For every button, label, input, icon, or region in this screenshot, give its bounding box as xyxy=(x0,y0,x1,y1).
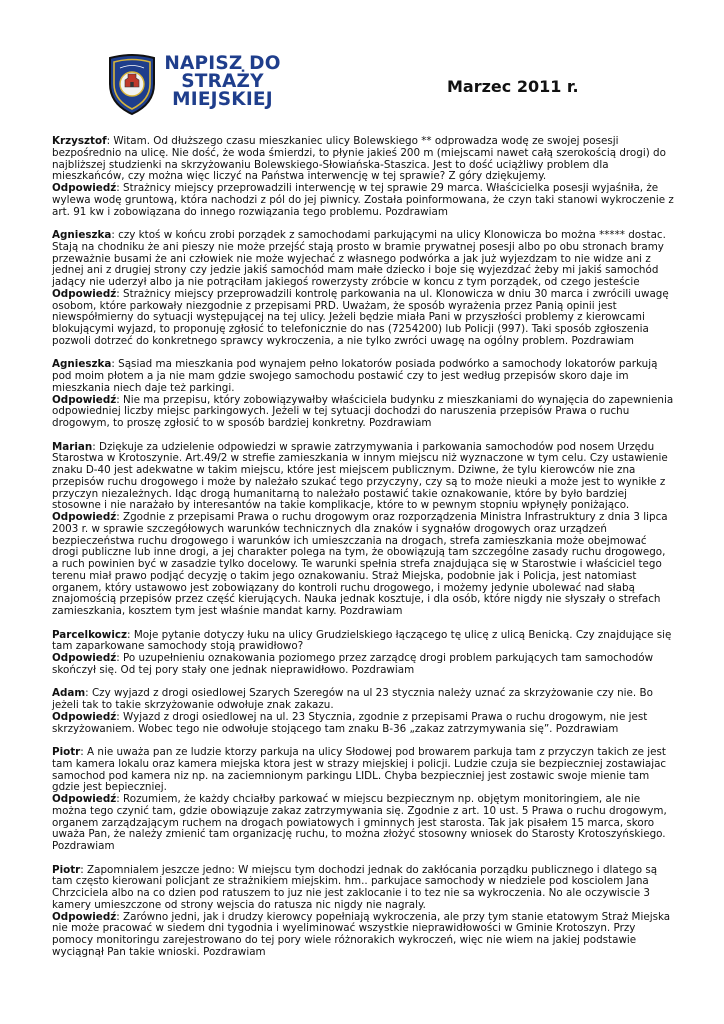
city-guard-badge-logo xyxy=(106,54,158,116)
question-paragraph xyxy=(52,630,674,654)
question-text: : A nie uważa pan ze ludzie ktorzy parkuja na ulicy Słodowej pod browarem parkuja tam z przyczyn takich ze jest tam kamera lokalu oraz kamera miejska ktora jest w strazy miejskiej i policji. Ludzie czuja sie bezpieczniej zostawiajac samochod pod kamera niz np. na zaciemnionym parkingu LIDL. Chyba bezpieczniej jest zostawic swoje mienie tam gdzie jest bepieczniej. xyxy=(52,746,667,794)
title-line-3: MIEJSKIEJ xyxy=(172,89,273,110)
title-line-1: NAPISZ DO xyxy=(164,53,281,74)
question-author: Piotr xyxy=(52,863,81,876)
question-paragraph xyxy=(52,442,674,513)
answer-paragraph xyxy=(52,712,674,736)
answer-text: : Strażnicy miejscy przeprowadzili kontrolę parkowania na ul. Klonowicza w dniu 30 marca i zwrócili uwagę osobom, które parkowały niezgodnie z przepisami PRD. Uważam, że sposób wyrażenia przez Panią opinii jest niewspółmierny do sytuacji występującej na tej ulicy. Jeżeli będzie miała Pani w przyszłości problemy z kierowcami blokującymi wyjazd, to proponuję zgłosić to telefonicznie do nas (7254200) lub Policji (997). Taki sposób zgłoszenia pozwoli dotrzeć do konkretnego sprawcy wykroczenia, a nie tylko zwróci uwagę na ogólny problem. Pozdrawiam xyxy=(52,287,669,347)
qa-entry xyxy=(52,359,674,430)
question-author: Agnieszka xyxy=(52,229,112,241)
question-text: : Moje pytanie dotyczy łuku na ulicy Grudzielskiego łączącego tę ulicę z ulicą Benicką. Czy znajdujące się tam zaparkowane samochody stoją prawidłowo? xyxy=(52,628,672,653)
question-author: Parcelkowicz xyxy=(52,628,128,641)
question-paragraph xyxy=(52,865,674,912)
answer-label: Odpowiedź xyxy=(52,182,117,194)
qa-entry xyxy=(52,747,674,853)
answer-label: Odpowiedź xyxy=(52,910,117,923)
question-text: : Witam. Od dłuższego czasu mieszkaniec ulicy Bolewskiego ** odprowadza wodę ze swojej posesji bezpośrednio na ulicę. Nie dość, że woda śmierdzi, to płynie jakieś 200 m (miejscami nawet całą szerokością drogi) do najbliższej studzienki na skrzyżowaniu Bolewskiego-Słowiańska-Staszica. Jest to dość uciążliwy problem dla mieszkańców, czy można więc liczyć na Państwa interwencję w tej sprawie? Z góry dziękujemy. xyxy=(52,135,666,183)
question-text: : Sąsiad ma mieszkania pod wynajem pełno lokatorów posiada podwórko a samochody lokatorów parkują pod moim płotem a ja nie mam gdzie swojego samochodu postawić czy to jest według przepisów skoro daje im mieszkania niech daje też parkingi. xyxy=(52,358,658,394)
question-author: Piotr xyxy=(52,746,81,758)
qa-list xyxy=(52,136,674,970)
question-text: : Zapomnialem jeszcze jedno: W miejscu tym dochodzi jednak do zakłócania porządku publicznego i dlatego są tam często kierowani policjant ze strażnikiem miejskim. hm.. parkujace samochody w niedziele pod kosciolem Jana Chrzciciela albo na co dzien pod ratuszem to juz nie jest zaklocanie i to tez nie sa wykroczenia. No ale oczywiscie 3 kamery umieszczone od strony wejscia do ratusza nic nigdy nie nagraly. xyxy=(52,863,658,911)
answer-label: Odpowiedź xyxy=(52,511,117,523)
answer-text: : Rozumiem, że każdy chciałby parkować w miejscu bezpiecznym np. objętym monitoringiem, ale nie można tego czynić tam, gdzie obowiązuje zakaz zatrzymywania się. Zgodnie z art. 10 ust. 5 Prawa o ruchu drogowym, organem zarządzającym ruchem na drogach powiatowych i gminnych jest starosta. Tak jak pisałem 15 marca, skoro uważa Pan, że należy zmienić tam organizację ruchu, to można złożyć stosowny wniosek do Starosty Krotoszyńskiego. Pozdrawiam xyxy=(52,793,667,852)
answer-paragraph xyxy=(52,512,674,618)
title-line-2: STRAŻY xyxy=(181,71,264,92)
answer-paragraph xyxy=(52,395,674,430)
answer-paragraph xyxy=(52,183,674,218)
answer-text: : Strażnicy miejscy przeprowadzili interwencję w tej sprawie 29 marca. Właścicielka posesji wyjaśniła, że wylewa wodę gruntową, która nachodzi z pól do jej piwnicy. Została poinformowana, że czyn taki stanowi wykroczenie z art. 91 kw i zobowiązana do innego rozwiązania tego problemu. Pozdrawiam xyxy=(52,182,674,218)
question-author: Agnieszka xyxy=(52,358,112,371)
question-author: Adam xyxy=(52,687,86,700)
answer-text: : Po uzupełnieniu oznakowania poziomego przez zarządcę drogi problem parkujących tam samochodów skończył się. Od tej pory stały one jednak nieprawidłowo. Pozdrawiam xyxy=(52,652,654,676)
answer-label: Odpowiedź xyxy=(52,710,117,723)
answer-paragraph xyxy=(52,653,674,677)
question-paragraph xyxy=(52,359,674,394)
answer-text: : Zarówno jedni, jak i drudzy kierowcy popełniają wykroczenia, ale przy tym stanie etatowym Straż Miejska nie może pracować w siedem dni tygodnia i wyeliminować wszystkie nieprawidłowości w Gminie Krotoszyn. Przy pomocy monitoringu zarejestrowano do tej pory wiele różnorakich wykroczeń, więc nie wiem na jakiej podstawie wyciągnął Pan takie wnioski. Pozdrawiam xyxy=(52,910,671,958)
answer-label: Odpowiedź xyxy=(52,652,117,664)
qa-entry xyxy=(52,230,674,348)
qa-entry xyxy=(52,136,674,218)
answer-text: : Nie ma przepisu, który zobowiązywałby właściciela budynku z mieszkaniami do wynajęcia do zapewnienia odpowiedniej liczby miejsc parkingowych. Jeżeli w tej sytuacji dochodzi do naruszenia przepisów Prawa o ruchu drogowym, to proszę zgłosić to w sposób bardziej konkretny. Pozdrawiam xyxy=(52,393,674,429)
qa-entry xyxy=(52,688,674,735)
question-text: : czy ktoś w końcu zrobi porządek z samochodami parkującymi na ulicy Klonowicza bo można ***** dostac. Stają na chodniku że ani pieszy nie może przejść stają prosto w bramie prywatnej posesji albo po obu stronach bramy przeważnie busami że ani człowiek nie może wyjechać z własnego podwórka a jak już wyjezdzam to nie widze ani z jednej ani z drugiej strony czy jedzie jakiś samochód mam małe dziecko i boje się wyjezdzać żeby mi jakiś samochód jadący nie uderzył albo ja nie potrąciłam jakiegoś rowerzysty zróbcie w koncu z tym porządek, od czego jesteście xyxy=(52,229,666,288)
question-paragraph xyxy=(52,136,674,183)
question-author: Marian xyxy=(52,440,93,453)
answer-paragraph xyxy=(52,289,674,348)
page-header xyxy=(0,0,724,130)
issue-date: Marzec 2011 r. xyxy=(447,77,579,96)
answer-paragraph xyxy=(52,794,674,853)
question-paragraph xyxy=(52,230,674,289)
question-text: : Dziękuje za udzielenie odpowiedzi w sprawie zatrzymywania i parkowania samochodów pod nosem Urzędu Starostwa w Krotoszynie. Art.49/2 w strefie zamieszkania w innym miejscu niż wyznaczone w tym celu. Czy ustawienie znaku D-40 jest adekwatne w takim miejscu, które jest miejscem publicznym. Dziwne, że tylu kierowców nie zna przepisów ruchu drogowego i może by należało szukać tego przyczyny, czy są to może nieuki a może jest to wynikłe z przyczyn niezależnych. Idąc drogą humanitarną to należało postawić takie oznakowanie, które by było bardziej stosowne i nie narażało by interesantów na takie komplikacje, które to w pewnym stopniu wpłynęły poniżająco. xyxy=(52,440,668,512)
answer-text: : Wyjazd z drogi osiedlowej na ul. 23 Stycznia, zgodnie z przepisami Prawa o ruchu drogowym, nie jest skrzyżowaniem. Wobec tego nie odwołuje stojącego tam znaku B-36 „zakaz zatrzymywania się”. Pozdrawiam xyxy=(52,710,648,735)
qa-entry xyxy=(52,630,674,677)
qa-entry xyxy=(52,442,674,618)
question-author: Krzysztof xyxy=(52,135,107,147)
answer-paragraph xyxy=(52,912,674,959)
question-paragraph xyxy=(52,688,674,712)
answer-label: Odpowiedź xyxy=(52,393,117,406)
answer-label: Odpowiedź xyxy=(52,793,117,805)
site-title xyxy=(160,55,285,109)
qa-entry xyxy=(52,865,674,959)
answer-text: : Zgodnie z przepisami Prawa o ruchu drogowym oraz rozporządzenia Ministra Infrastruktury z dnia 3 lipca 2003 r. w sprawie szczegółowych warunków technicznych dla znaków i sygnałów drogowych oraz urządzeń bezpieczeństwa ruchu drogowego i warunków ich umieszczania na drogach, strefa zamieszkania może obejmować drogi publiczne lub inne drogi, a jej charakter polega na tym, że obowiązują tam szczególne zasady ruchu drogowego, a ruch powinien być w zasadzie tylko docelowy. Te warunki spełnia strefa znajdująca się w Starostwie i właściciel tego terenu miał prawo podjąć decyzję o takim jego oznakowaniu. Straż Miejska, podobnie jak i Policja, jest natomiast organem, który ustawowo jest zobowiązany do kontroli ruchu drogowego, i możemy jedynie ubolewać nad słabą znajomością przepisów przez część kierujących. Nauka jednak kosztuje, i dla osób, które nigdy nie słyszały o strefach zamieszkania, kosztem tym jest właśnie mandat karny. Pozdrawiam xyxy=(52,511,668,617)
question-text: : Czy wyjazd z drogi osiedlowej Szarych Szeregów na ul 23 stycznia należy uznać za skrzyżowanie czy nie. Bo jeżeli tak to takie skrzyżowanie odwołuje znak zakazu. xyxy=(52,687,653,711)
question-paragraph xyxy=(52,747,674,794)
answer-label: Odpowiedź xyxy=(52,287,117,300)
